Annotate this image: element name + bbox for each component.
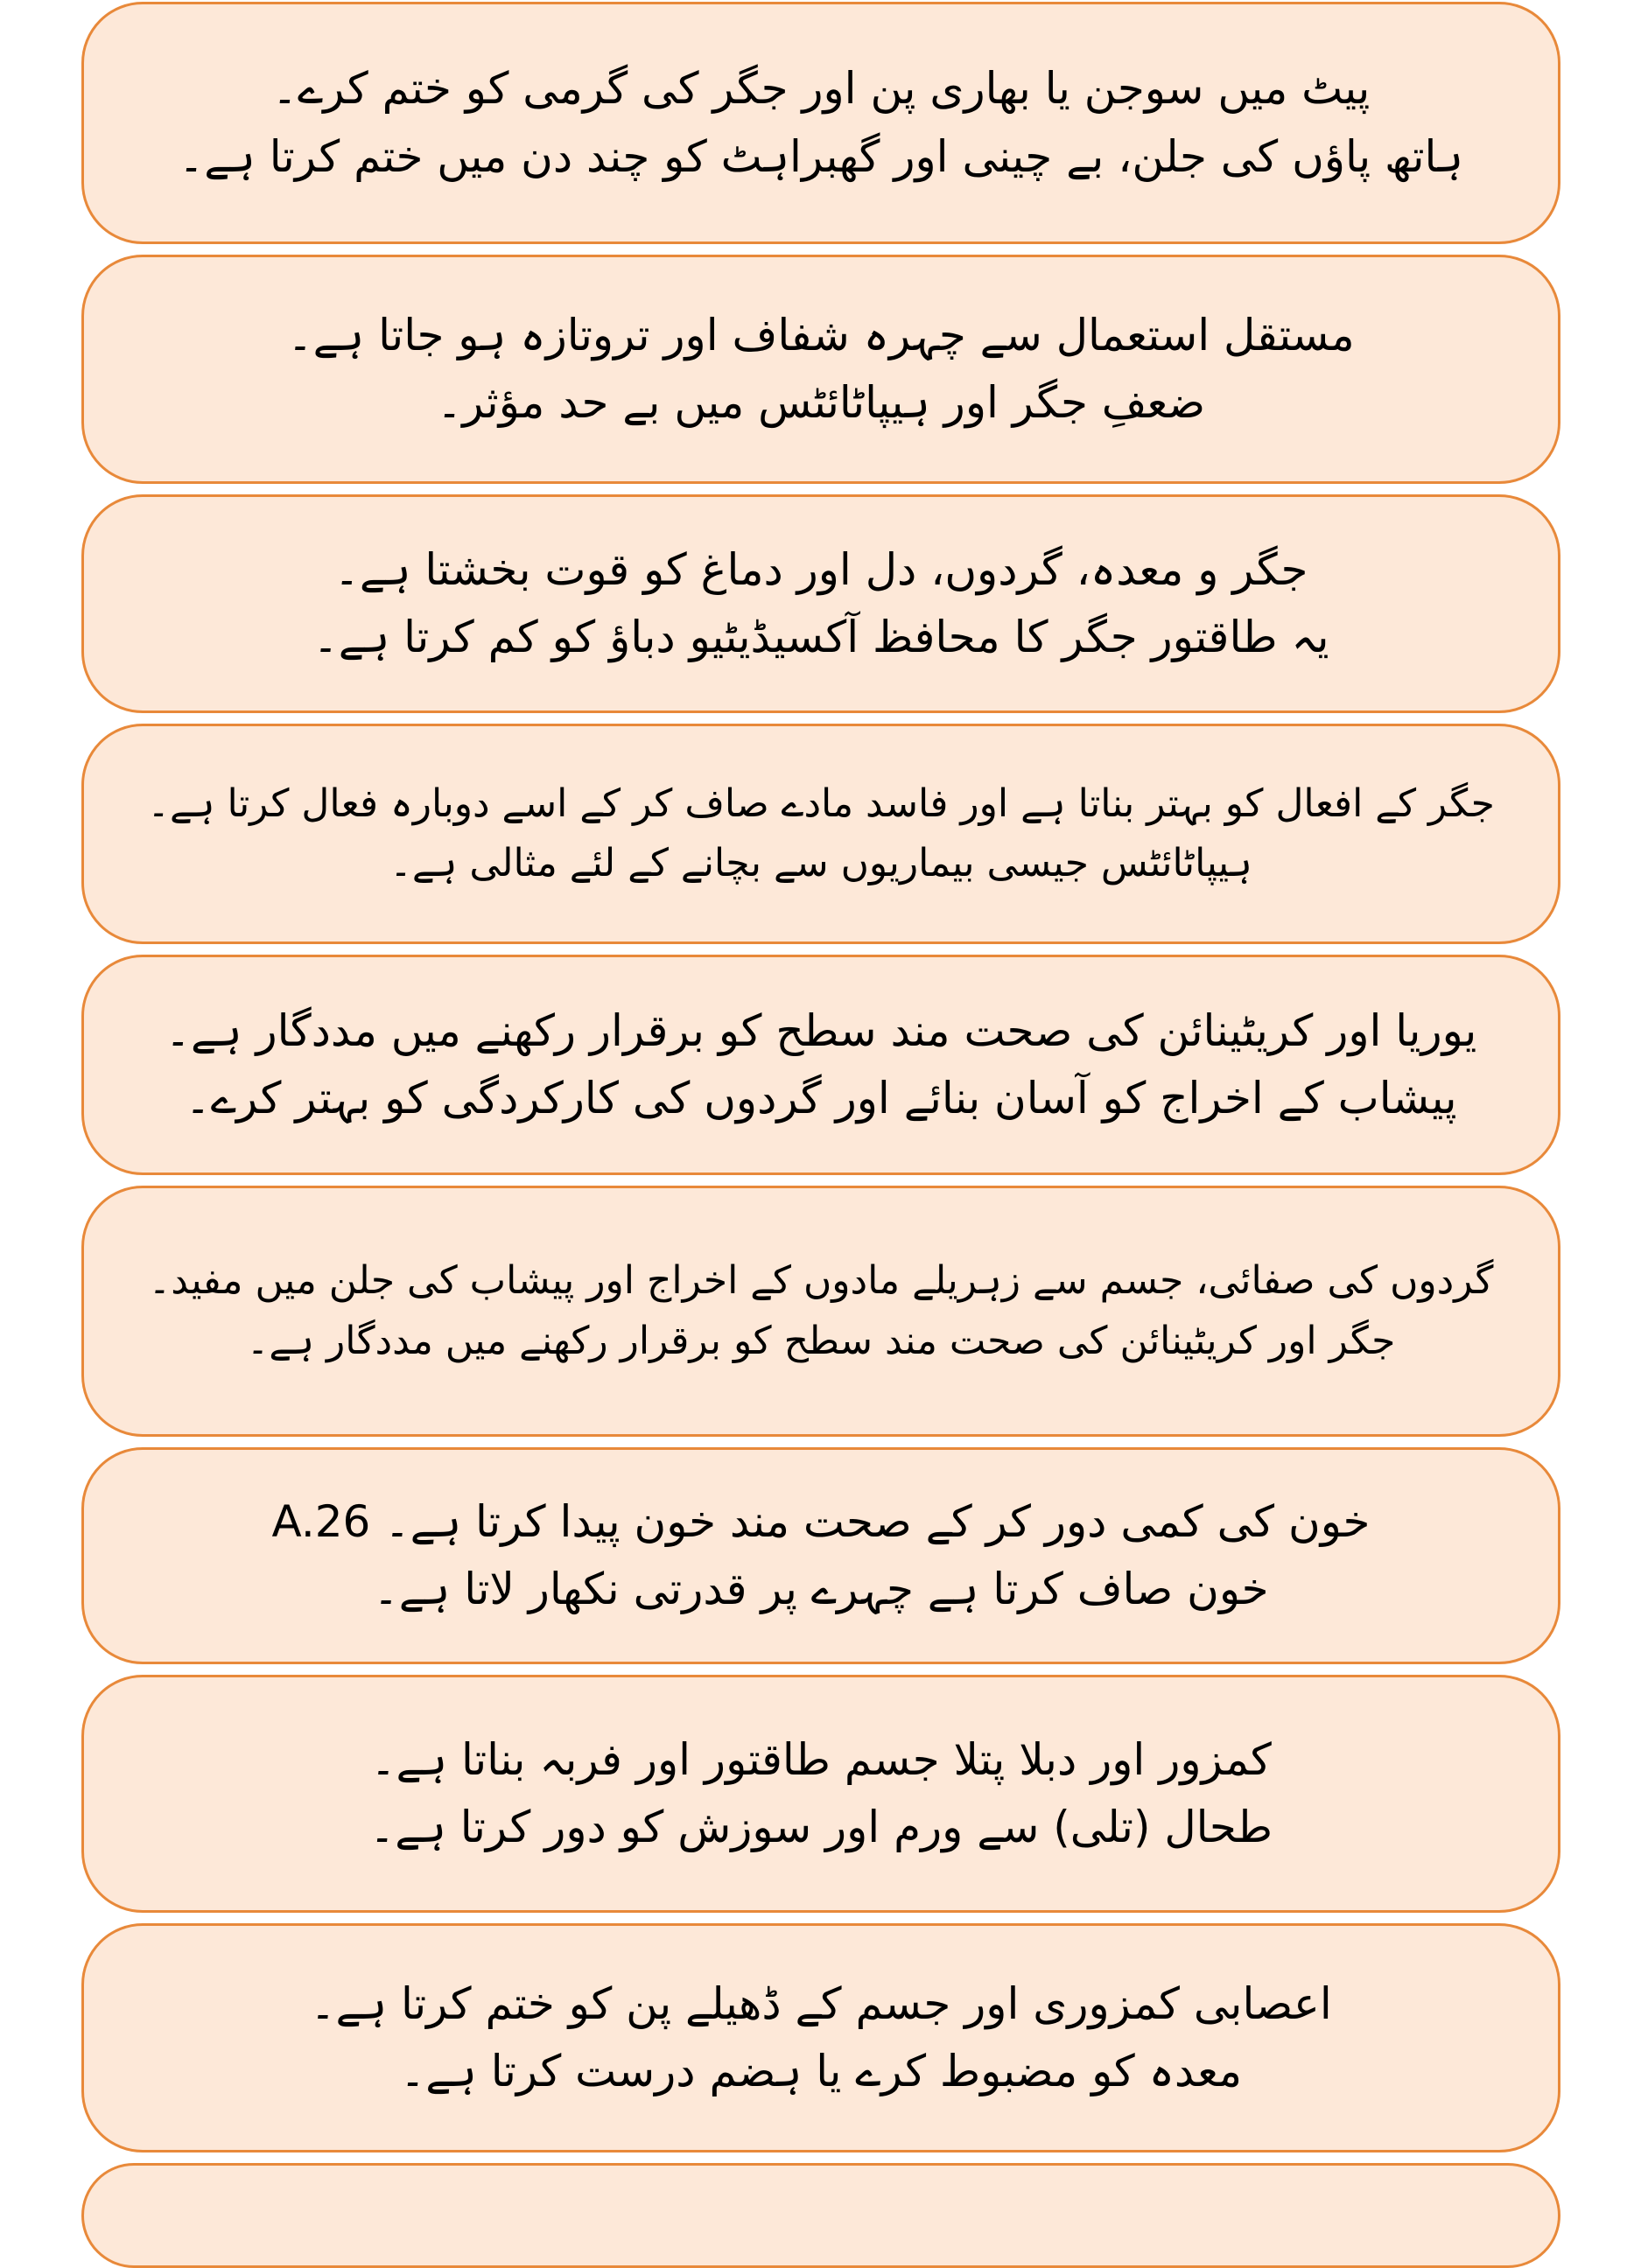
benefit-line: جگر و معدہ، گردوں، دل اور دماغ کو قوت بخشتا ہے۔	[333, 543, 1308, 595]
benefit-line: معدہ کو مضبوط کرے یا ہضم درست کرتا ہے۔	[399, 2046, 1243, 2096]
benefit-line: ہیپاٹائٹس جیسی بیماریوں سے بچانے کے لئے مثالی ہے۔	[389, 841, 1252, 886]
benefit-line: گردوں کی صفائی، جسم سے زہریلے مادوں کے اخراج اور پیشاب کی جلن میں مفید۔	[148, 1258, 1494, 1304]
benefit-line: خون صاف کرتا ہے چہرے پر قدرتی نکھار لاتا ہے۔	[373, 1564, 1269, 1614]
benefit-line: یہ طاقتور جگر کا محافظ آکسیڈیٹیو دباؤ کو کم کرتا ہے۔	[312, 612, 1329, 662]
benefit-card-4	[81, 724, 1560, 944]
benefit-card-5	[81, 955, 1560, 1175]
benefit-line: ضعفِ جگر اور ہیپاٹائٹس میں بے حد مؤثر۔	[436, 377, 1206, 428]
benefit-line: خون کی کمی دور کر کے صحت مند خون پیدا کرتا ہے۔ A.26	[271, 1495, 1371, 1547]
benefit-card-3	[81, 494, 1560, 713]
benefit-line: جگر کے افعال کو بہتر بناتا ہے اور فاسد مادے صاف کر کے اسے دوبارہ فعال کرتا ہے۔	[147, 780, 1495, 826]
benefit-line: پیٹ میں سوجن یا بھاری پن اور جگر کی گرمی کو ختم کرے۔	[271, 63, 1371, 114]
benefit-card-8	[81, 1675, 1560, 1913]
benefit-line: ہاتھ پاؤں کی جلن، بے چینی اور گھبراہٹ کو چند دن میں ختم کرتا ہے۔	[178, 130, 1464, 182]
benefit-card-7	[81, 1447, 1560, 1664]
benefit-line: یوریا اور کریٹینائن کی صحت مند سطح کو برقرار رکھنے میں مددگار ہے۔	[165, 1004, 1477, 1056]
benefit-line: جگر اور کریٹینائن کی صحت مند سطح کو برقرار رکھنے میں مددگار ہے۔	[246, 1318, 1396, 1363]
benefit-card-2	[81, 255, 1560, 484]
benefit-line: پیشاب کے اخراج کو آسان بنائے اور گردوں کی کارکردگی کو بہتر کرے۔	[185, 1073, 1457, 1124]
benefit-card-9	[81, 1923, 1560, 2152]
benefit-line: طحال (تلی) سے ورم اور سوزش کو دور کرتا ہے۔	[369, 1802, 1273, 1852]
benefit-line: کمزور اور دبلا پتلا جسم طاقتور اور فربہ بناتا ہے۔	[370, 1733, 1272, 1785]
benefit-card-10	[81, 2163, 1560, 2268]
benefit-card-1	[81, 2, 1560, 244]
benefit-line: مستقل استعمال سے چہرہ شفاف اور تروتازہ ہو جاتا ہے۔	[287, 309, 1355, 360]
benefit-line: اعصابی کمزوری اور جسم کے ڈھیلے پن کو ختم کرتا ہے۔	[310, 1978, 1332, 2029]
benefit-card-6	[81, 1186, 1560, 1437]
